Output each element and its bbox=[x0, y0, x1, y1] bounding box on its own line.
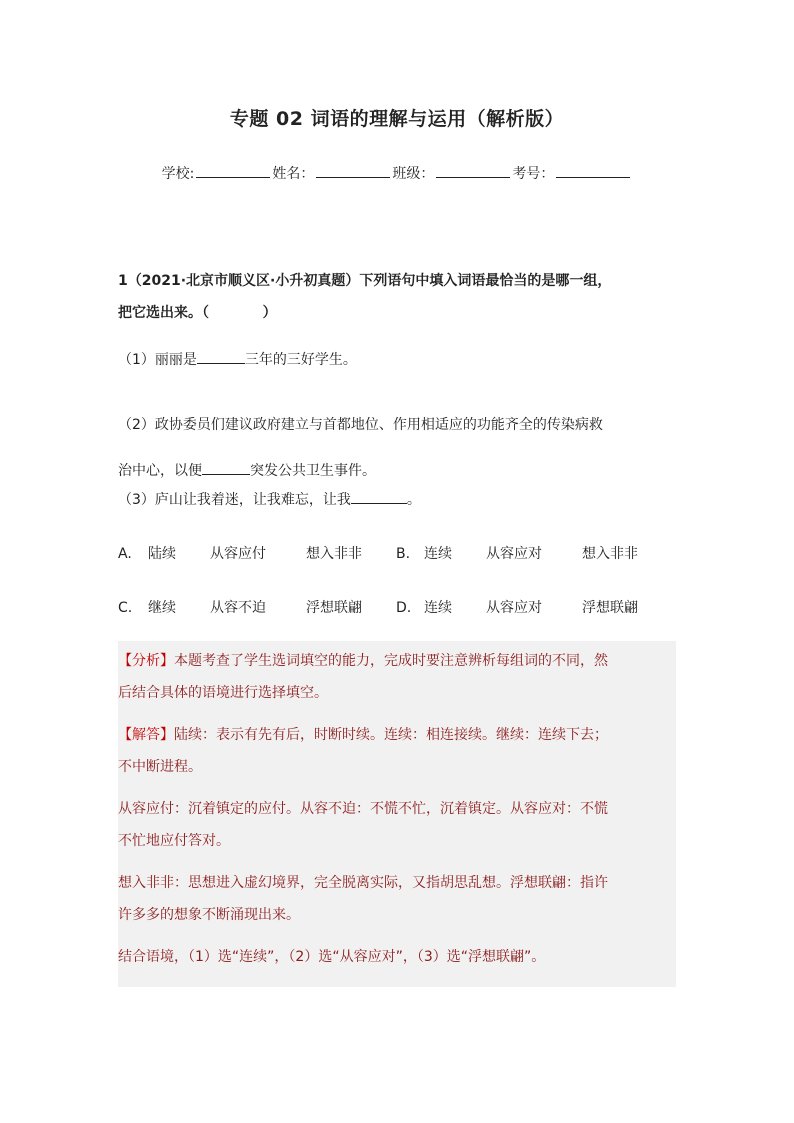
answer-text-2: 不中断进程。 bbox=[118, 759, 202, 775]
analysis-label: 【分析】 bbox=[118, 653, 174, 669]
item-2-line-1: （2）政协委员们建议政府建立与首都地位、作用相适应的功能齐全的传染病救 bbox=[118, 417, 603, 433]
question-item-3 bbox=[118, 484, 678, 516]
analysis-text-2: 后结合具体的语境进行选择填空。 bbox=[118, 685, 328, 701]
option-a-word-3: 想入非非 bbox=[306, 546, 362, 562]
explanation-2-line-1: 从容应付：沉着镇定的应付。从容不迫：不慌不忙，沉着镇定。从容应对：不慌 bbox=[118, 801, 608, 817]
exam-number-blank bbox=[556, 162, 630, 178]
option-a-word-2: 从容应付 bbox=[210, 546, 266, 562]
analysis-panel bbox=[118, 641, 676, 987]
explanation-3-line-1: 想入非非：思想进入虚幻境界，完全脱离实际，又指胡思乱想。浮想联翩：指许 bbox=[118, 875, 608, 891]
option-c-word-1: 继续 bbox=[148, 600, 176, 616]
school-blank bbox=[196, 162, 270, 178]
class-label: 班级： bbox=[392, 166, 435, 182]
item-2-suffix: 突发公共卫生事件。 bbox=[250, 463, 376, 479]
option-d-letter: D. bbox=[396, 600, 412, 616]
analysis-section bbox=[118, 645, 674, 709]
option-d-word-2: 从容应对 bbox=[486, 600, 542, 616]
option-c-word-3: 浮想联翩 bbox=[306, 600, 362, 616]
item-3-prefix: （3）庐山让我着迷，让我难忘，让我 bbox=[118, 492, 351, 508]
answer-section bbox=[118, 719, 674, 783]
option-b-word-2: 从容应对 bbox=[486, 546, 542, 562]
options-row-2 bbox=[118, 594, 698, 622]
exam-number-label: 考号： bbox=[512, 166, 555, 182]
item-3-suffix: 。 bbox=[406, 492, 421, 508]
name-blank bbox=[316, 162, 390, 178]
explanation-3-line-2: 许多多的想象不断涌现出来。 bbox=[118, 907, 300, 923]
item-1-prefix: （1）丽丽是 bbox=[118, 352, 197, 368]
question-heading bbox=[118, 265, 678, 329]
option-d-word-3: 浮想联翩 bbox=[582, 600, 638, 616]
question-item-2 bbox=[118, 402, 678, 494]
option-b-word-1: 连续 bbox=[424, 546, 452, 562]
class-blank bbox=[436, 162, 510, 178]
question-item-1 bbox=[118, 344, 678, 376]
school-label: 学校: bbox=[161, 166, 195, 182]
name-label: 姓名： bbox=[272, 166, 315, 182]
option-c-word-2: 从容不迫 bbox=[210, 600, 266, 616]
item-2-blank bbox=[202, 460, 250, 475]
option-a-letter: A. bbox=[118, 546, 132, 562]
question-heading-line-1: 1（2021·北京市顺义区·小升初真题）下列语句中填入词语最恰当的是哪一组， bbox=[118, 273, 612, 289]
explanation-paragraph-3 bbox=[118, 867, 674, 931]
answer-text-1: 陆续：表示有先有后，时断时续。连续：相连接续。继续：连续下去； bbox=[174, 727, 608, 743]
answer-label: 【解答】 bbox=[118, 727, 174, 743]
conclusion-text: 结合语境，（1）选“连续”，（2）选“从容应对”，（3）选“浮想联翩”。 bbox=[118, 949, 546, 965]
option-b-letter: B. bbox=[396, 546, 411, 562]
student-info-line bbox=[0, 162, 794, 183]
option-a-word-1: 陆续 bbox=[148, 546, 176, 562]
question-heading-line-2: 把它选出来。（ ） bbox=[118, 305, 277, 321]
option-d-word-1: 连续 bbox=[424, 600, 452, 616]
item-3-blank bbox=[351, 489, 407, 504]
options-row-1 bbox=[118, 540, 698, 568]
explanation-2-line-2: 不忙地应付答对。 bbox=[118, 833, 230, 849]
item-2-prefix: 治中心，以便 bbox=[118, 463, 202, 479]
option-c-letter: C. bbox=[118, 600, 133, 616]
page-title: 专题 02 词语的理解与运用（解析版） bbox=[229, 108, 565, 130]
item-1-suffix: 三年的三好学生。 bbox=[244, 352, 357, 368]
option-b-word-3: 想入非非 bbox=[582, 546, 638, 562]
item-1-blank bbox=[197, 349, 245, 364]
analysis-text-1: 本题考查了学生选词填空的能力，完成时要注意辨析每组词的不同，然 bbox=[174, 653, 608, 669]
explanation-paragraph-2 bbox=[118, 793, 674, 857]
